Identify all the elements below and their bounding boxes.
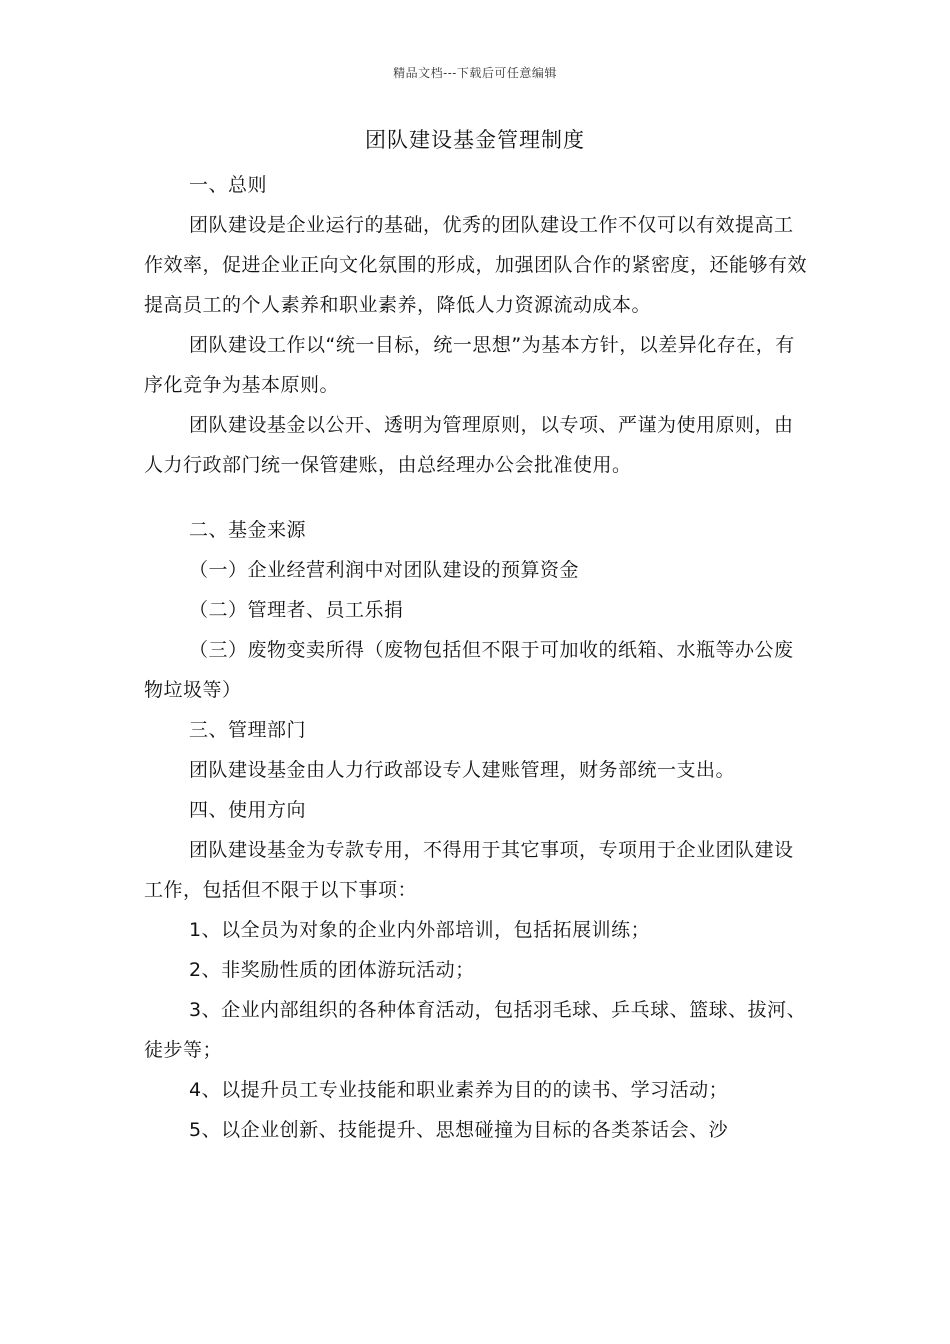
list-item: 5、以企业创新、技能提升、思想碰撞为目标的各类茶话会、沙 xyxy=(189,1119,729,1141)
list-item: （三）废物变卖所得（废物包括但不限于可加收的纸箱、水瓶等办公废物垃圾等） xyxy=(144,639,794,701)
section-spacer xyxy=(144,485,809,510)
paragraph-management-dept: 团队建设基金由人力行政部设专人建账管理，财务部统一支出。 xyxy=(189,759,736,781)
page-header: 精品文档---下载后可任意编辑 xyxy=(393,66,557,80)
paragraph-general-3: 团队建设基金以公开、透明为管理原则，以专项、严谨为使用原则，由人力行政部门统一保管建账，由总经理办公会批准使用。 xyxy=(144,414,794,476)
paragraph-usage: 团队建设基金为专款专用，不得用于其它事项，专项用于企业团队建设工作，包括但不限于以下事项： xyxy=(144,839,794,901)
section-heading-management-dept: 三、管理部门 xyxy=(189,719,307,741)
list-item: 3、企业内部组织的各种体育活动，包括羽毛球、乒乓球、篮球、拔河、徒步等； xyxy=(144,999,807,1061)
document-title: 团队建设基金管理制度 xyxy=(365,128,585,152)
paragraph-general-1: 团队建设是企业运行的基础，优秀的团队建设工作不仅可以有效提高工作效率，促进企业正向文化氛围的形成，加强团队合作的紧密度，还能够有效提高员工的个人素养和职业素养，降低人力资源流动成本。 xyxy=(144,214,808,316)
list-item: 1、以全员为对象的企业内外部培训，包括拓展训练； xyxy=(189,919,651,941)
section-heading-usage: 四、使用方向 xyxy=(189,799,307,821)
list-item: （二）管理者、员工乐捐 xyxy=(189,599,404,621)
section-heading-fund-source: 二、基金来源 xyxy=(189,519,307,541)
document-body xyxy=(144,165,809,1150)
list-item: 2、非奖励性质的团体游玩活动； xyxy=(189,959,475,981)
list-item: 4、以提升员工专业技能和职业素养为目的的读书、学习活动； xyxy=(189,1079,729,1101)
section-heading-general: 一、总则 xyxy=(189,174,268,196)
paragraph-general-2: 团队建设工作以“统一目标，统一思想”为基本方针，以差异化存在，有序化竞争为基本原则。 xyxy=(144,334,795,396)
list-item: （一）企业经营利润中对团队建设的预算资金 xyxy=(189,559,580,581)
